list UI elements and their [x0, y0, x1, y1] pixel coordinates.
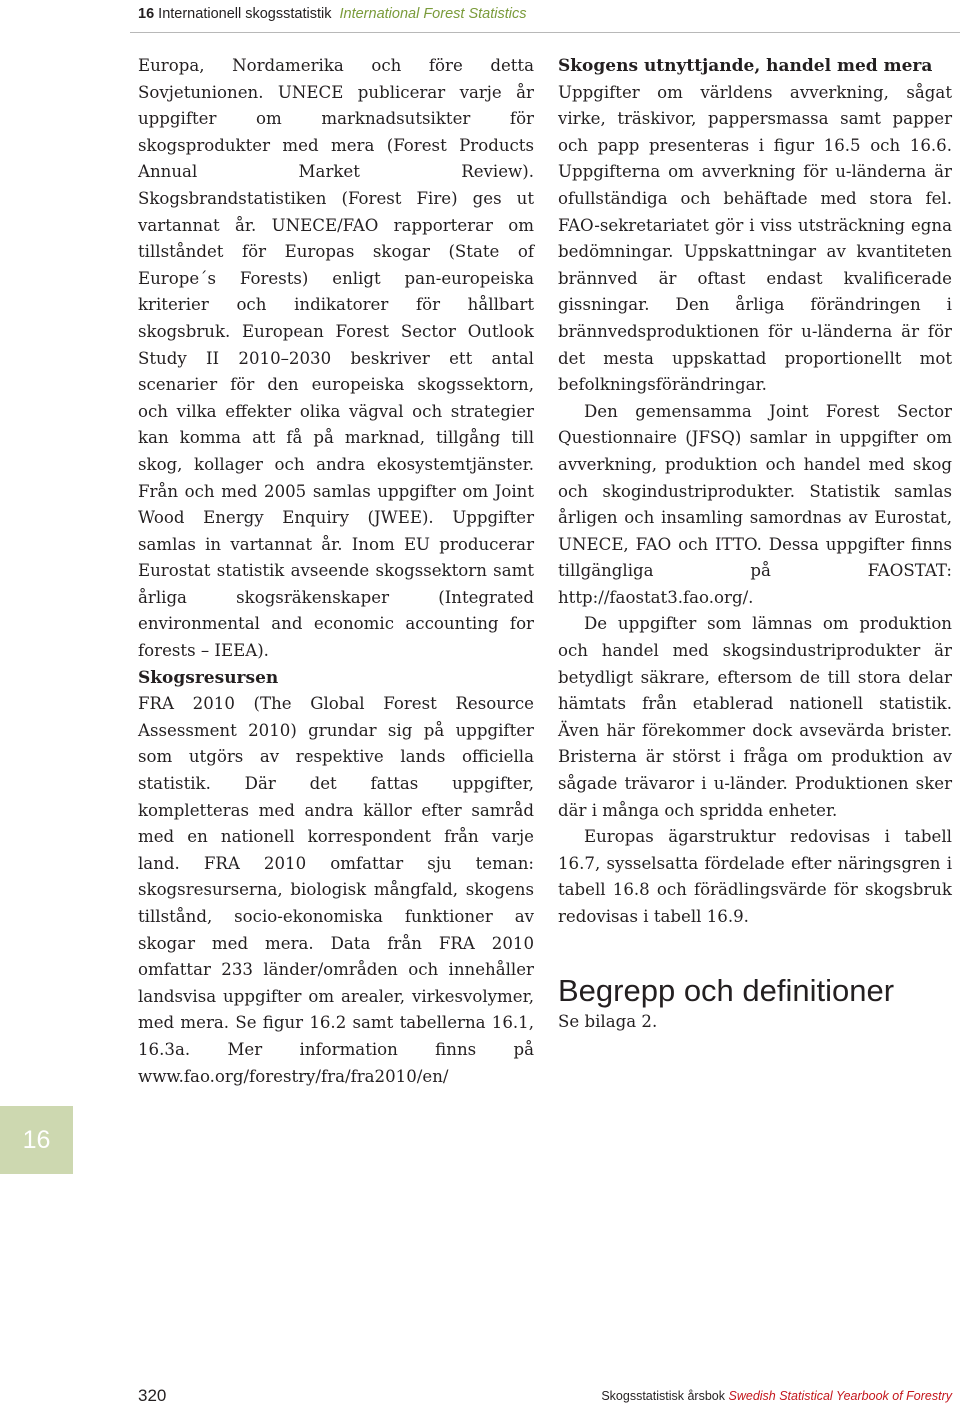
- page-number: 320: [138, 1386, 167, 1405]
- definitions-text: Se bilaga 2.: [558, 1011, 658, 1031]
- chapter-title-sv: Internationell skogsstatistik: [158, 6, 332, 22]
- right-column: [558, 53, 952, 1035]
- right-paragraph-4: Europas ägarstruktur redovisas i tabell 16.7, sysselsatta fördelade efter näringsgren i tabell 16.8 och förädlingsvärde för skogsbruk redovisas i tabell 16.9.: [558, 827, 952, 926]
- chapter-number: 16: [138, 6, 155, 22]
- heading-skogsresursen: Skogsresursen: [138, 667, 279, 688]
- chapter-title-en: International Forest Statistics: [339, 6, 527, 22]
- chapter-tab: 16: [0, 1106, 73, 1174]
- right-paragraph-3: De uppgifter som lämnas om produktion och handel med skogsindustriprodukter är betydligt säkrare, eftersom de till stora delar hämtats från etablerad nationell statistik. Även här förekommer dock avsevärda brister. Bristerna är störst i fråga om produktion av sågade trävaror i u-länder. Produktionen sker där i många och spridda enheter.: [558, 614, 952, 820]
- publication-title-sv: Skogsstatistisk årsbok: [601, 1389, 726, 1403]
- heading-begrepp-och-definitioner: Begrepp och definitioner: [558, 972, 895, 1008]
- left-paragraph-1: Europa, Nordamerika och före detta Sovjetunionen. UNECE publicerar varje år uppgifter om marknadsutsikter för skogsprodukter med mera (Forest Products Annual Market Review). Skogsbrandstatistiken (Forest Fire) ges ut vartannat år. UNECE/FAO rapporterar om tillståndet för Europas skogar (State of Europe´s Forests) enligt pan-europeiska kriterier och indikatorer för hållbart skogsbruk. European Forest Sector Outlook Study II 2010–2030 beskriver ett antal scenarier för den europeiska skogssektorn, och vilka effekter olika vägval och strategier kan komma att få på marknad, tillgång till skog, kollager och andra ekosystemtjänster. Från och med 2005 samlas uppgifter om Joint Wood Energy Enquiry (JWEE). Uppgifter samlas in vartannat år. Inom EU producerar Eurostat statistik avseende skogssektorn samt årliga skogsräkenskaper (Integrated environmental and economic accounting for forests – IEEA).: [138, 56, 534, 661]
- publication-title-en: Swedish Statistical Yearbook of Forestry: [728, 1389, 952, 1403]
- footer-publication: [601, 1389, 952, 1403]
- right-paragraph-2: Den gemensamma Joint Forest Sector Questionnaire (JFSQ) samlar in uppgifter om avverkning, produktion och handel med skog och skogindustriprodukter. Statistik samlas årligen och insamling samordnas av Eurostat, UNECE, FAO och ITTO. Dessa uppgifter finns tillgängliga på FAOSTAT: http://faostat3.fao.org/.: [558, 401, 952, 607]
- left-paragraph-2: FRA 2010 (The Global Forest Resource Assessment 2010) grundar sig på uppgifter som utgörs av respektive lands officiella statistik. Där det fattas uppgifter, kompletteras med andra källor efter samråd med en nationell korrespondent från varje land. FRA 2010 omfattar sju teman: skogsresurserna, biologisk mångfald, skogens tillstånd, socio-ekonomiska funktioner av skogar med mera. Data från FRA 2010 omfattar 233 länder/områden och innehåller landsvisa uppgifter om arealer, virkesvolymer, med mera. Se figur 16.2 samt tabellerna 16.1, 16.3a. Mer information finns på www.fao.org/forestry/fra/fra2010/en/: [138, 694, 534, 1086]
- left-column: [138, 53, 534, 1090]
- running-header: [138, 6, 526, 22]
- heading-skogens-utnyttjande: Skogens utnyttjande, handel med mera: [558, 56, 933, 76]
- right-paragraph-1: Uppgifter om världens avverkning, sågat virke, träskivor, pappersmassa samt papper och papp presenteras i figur 16.5 och 16.6. Uppgifterna om avverkning för u-länderna är ofullständiga och behäftade med stora fel. FAO-sekretariatet gör i viss utsträckning egna bedömningar. Uppskattningar av kvantiteten brännved är oftast endast kvalificerade gissningar. Den årliga förändringen i brännvedsproduktionen för u-länderna är för det mesta uppskattad proportionellt mot befolkningsförändringar.: [558, 82, 952, 395]
- header-rule: [130, 32, 960, 33]
